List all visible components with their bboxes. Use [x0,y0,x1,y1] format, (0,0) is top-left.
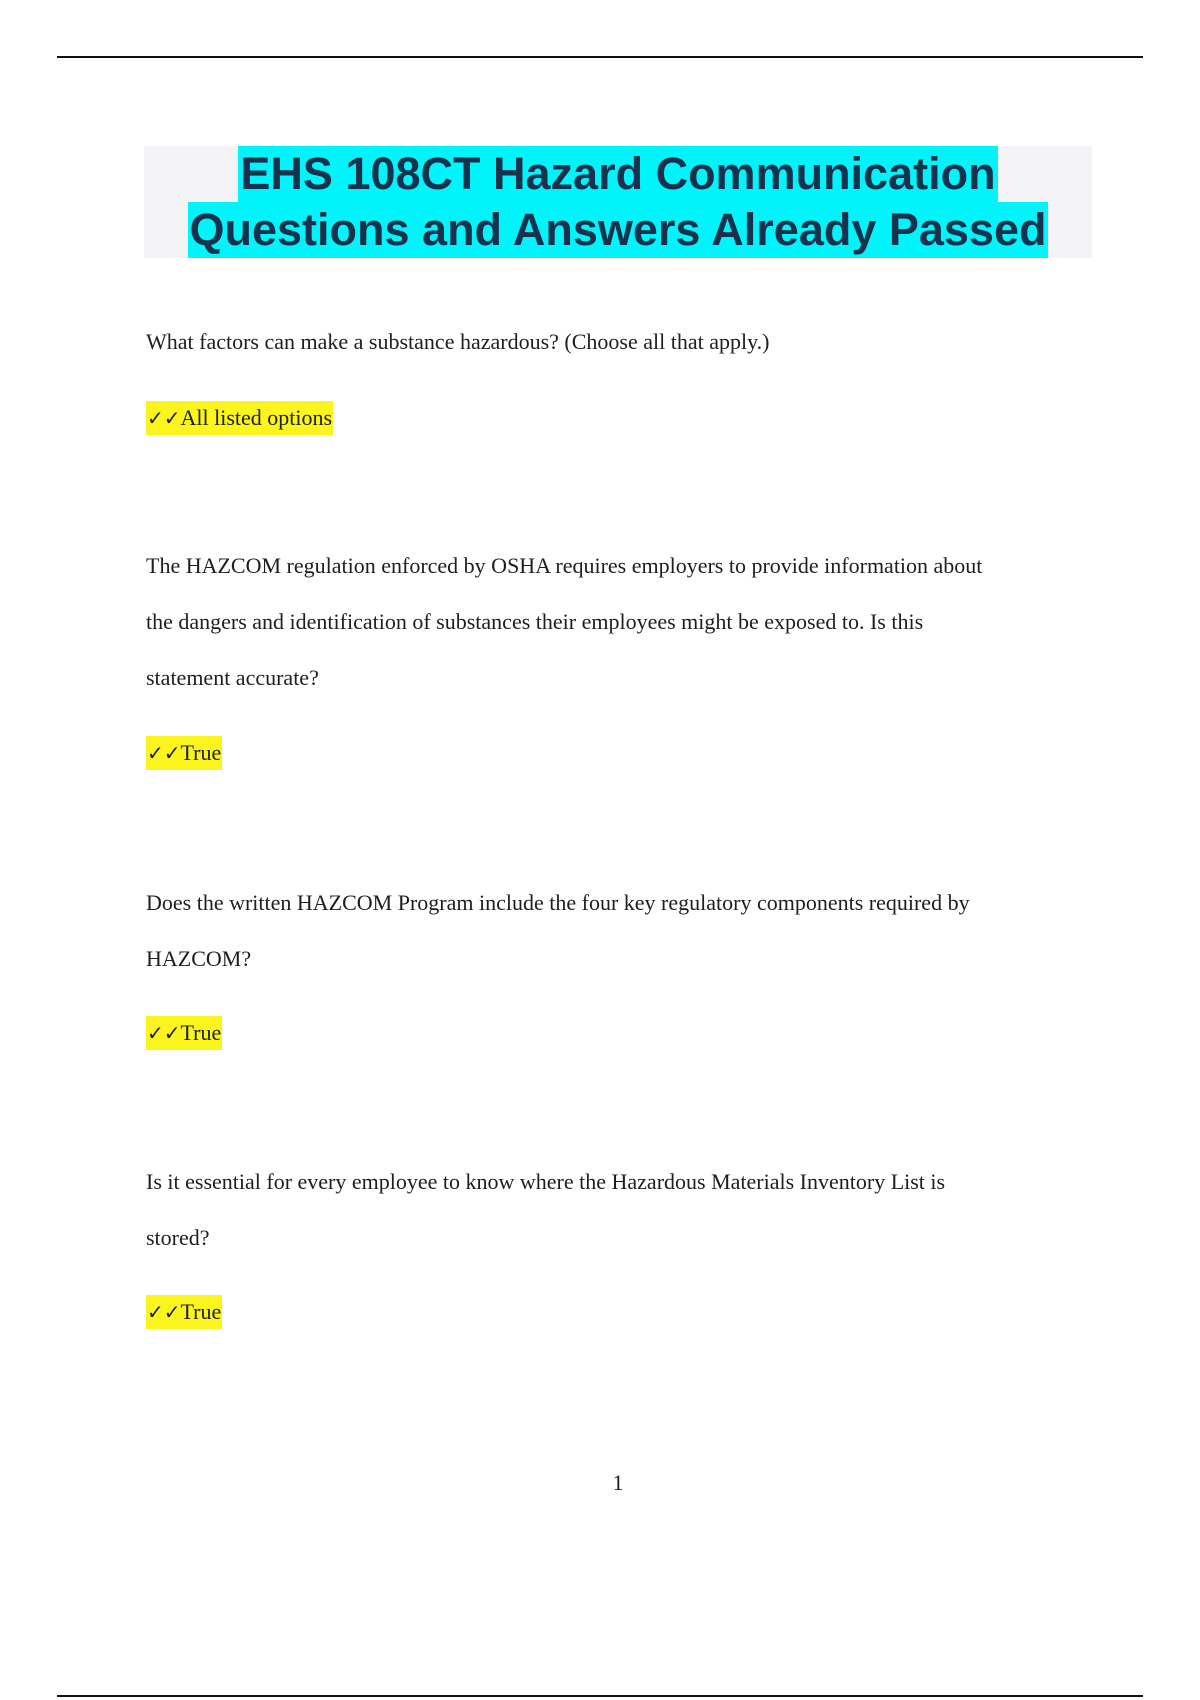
question-line: Does the written HAZCOM Program include the four key regulatory components required by [146,890,970,915]
question-line: the dangers and identification of substances their employees might be exposed to. Is this [146,609,924,634]
answer-text: True [180,740,222,765]
qa-item-4 [146,1154,1086,1266]
answer-3 [146,1016,222,1050]
qa-item-2 [146,538,1086,706]
answer-2 [146,736,222,770]
answer-block-3 [146,1016,1086,1050]
question-line: The HAZCOM regulation enforced by OSHA requires employers to provide information about [146,553,983,578]
title-line-2: Questions and Answers Already Passed [188,202,1049,258]
question-4 [146,1154,1086,1266]
title-line-1: EHS 108CT Hazard Communication [238,146,997,202]
question-line: statement accurate? [146,665,319,690]
question-3 [146,875,1086,987]
question-2 [146,538,1086,706]
page-number: 1 [612,1470,624,1495]
top-rule [57,56,1143,58]
answer-text: True [180,1299,222,1324]
answer-block-1 [146,401,1086,435]
question-line: stored? [146,1225,210,1250]
bottom-rule [57,1695,1143,1697]
document-title [144,146,1092,258]
question-1 [146,314,1086,370]
answer-4 [146,1295,222,1329]
question-line: HAZCOM? [146,946,252,971]
answer-text: True [180,1020,222,1045]
answer-text: All listed options [180,405,333,430]
answer-1 [146,401,333,435]
qa-item-3 [146,875,1086,987]
answer-block-4 [146,1295,1086,1329]
check-icon: ✓✓ [147,406,181,430]
check-icon: ✓✓ [147,741,181,765]
question-line: Is it essential for every employee to know where the Hazardous Materials Inventory List is [146,1169,946,1194]
check-icon: ✓✓ [147,1021,181,1045]
answer-block-2 [146,736,1086,770]
check-icon: ✓✓ [147,1300,181,1324]
question-line: What factors can make a substance hazardous? (Choose all that apply.) [146,329,770,354]
qa-item-1 [146,314,1086,370]
